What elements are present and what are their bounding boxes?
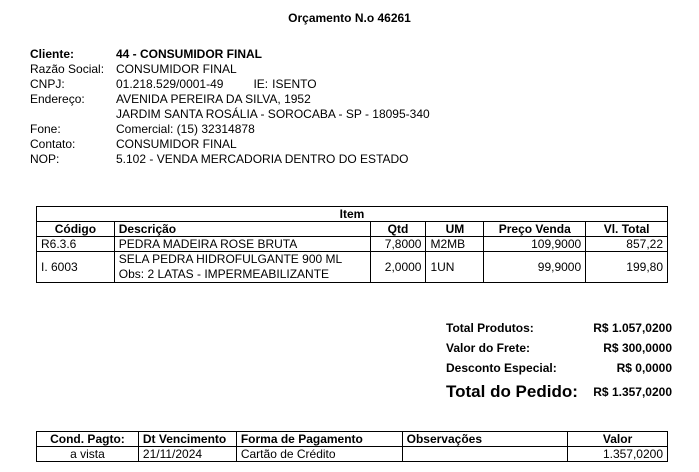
pay-cond: a vista <box>37 447 139 462</box>
cliente-label: Cliente: <box>30 47 75 61</box>
cnpj-row <box>30 77 430 92</box>
cnpj-label: CNPJ: <box>30 77 65 91</box>
endereco-row-2 <box>30 107 430 122</box>
fone-value: Comercial: (15) 32314878 <box>116 122 255 136</box>
contato-value: CONSUMIDOR FINAL <box>116 137 237 151</box>
razao-row <box>30 62 430 77</box>
table-row <box>37 237 668 252</box>
razao-value: CONSUMIDOR FINAL <box>116 62 237 76</box>
total-pedido-value: R$ 1.357,0200 <box>593 385 672 399</box>
item-obs: Obs: 2 LATAS - IMPERMEABILIZANTE <box>118 267 330 281</box>
fone-row <box>30 122 430 137</box>
col-codigo: Código <box>37 222 115 237</box>
nop-row <box>30 152 430 167</box>
col-vencimento: Dt Vencimento <box>138 432 236 447</box>
col-valor: Valor <box>568 432 668 447</box>
ie-value: ISENTO <box>272 77 317 91</box>
col-qtd: Qtd <box>370 222 426 237</box>
table-row <box>37 447 668 462</box>
items-table-header: Item <box>37 207 668 222</box>
cliente-value: 44 - CONSUMIDOR FINAL <box>116 47 263 61</box>
endereco-label: Endereço: <box>30 92 85 106</box>
valor-frete-row <box>446 338 672 358</box>
item-um: 1UN <box>426 252 484 283</box>
desconto-row <box>446 358 672 378</box>
fone-label: Fone: <box>30 122 61 136</box>
col-descricao: Descrição <box>114 222 370 237</box>
ie-label: IE: <box>253 77 269 91</box>
endereco-row <box>30 92 430 107</box>
table-row <box>37 252 668 283</box>
pay-obs <box>402 447 568 462</box>
total-pedido-row <box>446 378 672 406</box>
items-table <box>36 206 668 283</box>
col-observacoes: Observações <box>402 432 568 447</box>
col-um: UM <box>426 222 484 237</box>
item-descricao: SELA PEDRA HIDROFULGANTE 900 ML <box>118 252 343 266</box>
payment-table <box>36 431 668 462</box>
desconto-value: R$ 0,0000 <box>616 361 672 375</box>
item-codigo: R6.3.6 <box>37 237 115 252</box>
desconto-label: Desconto Especial: <box>446 361 557 375</box>
col-total: Vl. Total <box>586 222 668 237</box>
endereco-line2: JARDIM SANTA ROSÁLIA - SOROCABA - SP - 18095-340 <box>116 107 430 121</box>
total-produtos-value: R$ 1.057,0200 <box>593 321 672 335</box>
totals-block <box>446 318 672 406</box>
pay-valor: 1.357,0200 <box>568 447 668 462</box>
cliente-row <box>30 47 430 62</box>
item-total: 199,80 <box>586 252 668 283</box>
total-produtos-label: Total Produtos: <box>446 321 534 335</box>
item-preco: 99,9000 <box>484 252 586 283</box>
valor-frete-label: Valor do Frete: <box>446 341 531 355</box>
document-title: Orçamento N.o 46261 <box>288 11 411 25</box>
col-forma: Forma de Pagamento <box>236 432 402 447</box>
item-descricao: PEDRA MADEIRA ROSE BRUTA <box>114 237 370 252</box>
item-total: 857,22 <box>586 237 668 252</box>
item-descricao-cell <box>114 252 370 283</box>
item-qtd: 2,0000 <box>370 252 426 283</box>
col-preco: Preço Venda <box>484 222 586 237</box>
item-qtd: 7,8000 <box>370 237 426 252</box>
valor-frete-value: R$ 300,0000 <box>603 341 672 355</box>
cnpj-value: 01.218.529/0001-49 <box>116 77 224 91</box>
endereco-line1: AVENIDA PEREIRA DA SILVA, 1952 <box>116 92 311 106</box>
item-um: M2MB <box>426 237 484 252</box>
client-info <box>30 47 430 167</box>
item-codigo: I. 6003 <box>37 252 115 283</box>
nop-value: 5.102 - VENDA MERCADORIA DENTRO DO ESTADO <box>116 152 409 166</box>
pay-forma: Cartão de Crédito <box>236 447 402 462</box>
col-cond-pagto: Cond. Pagto: <box>37 432 139 447</box>
total-produtos-row <box>446 318 672 338</box>
nop-label: NOP: <box>30 152 60 166</box>
contato-row <box>30 137 430 152</box>
pay-vencimento: 21/11/2024 <box>138 447 236 462</box>
razao-label: Razão Social: <box>30 62 105 76</box>
contato-label: Contato: <box>30 137 76 151</box>
total-pedido-label: Total do Pedido: <box>446 382 578 401</box>
item-preco: 109,9000 <box>484 237 586 252</box>
